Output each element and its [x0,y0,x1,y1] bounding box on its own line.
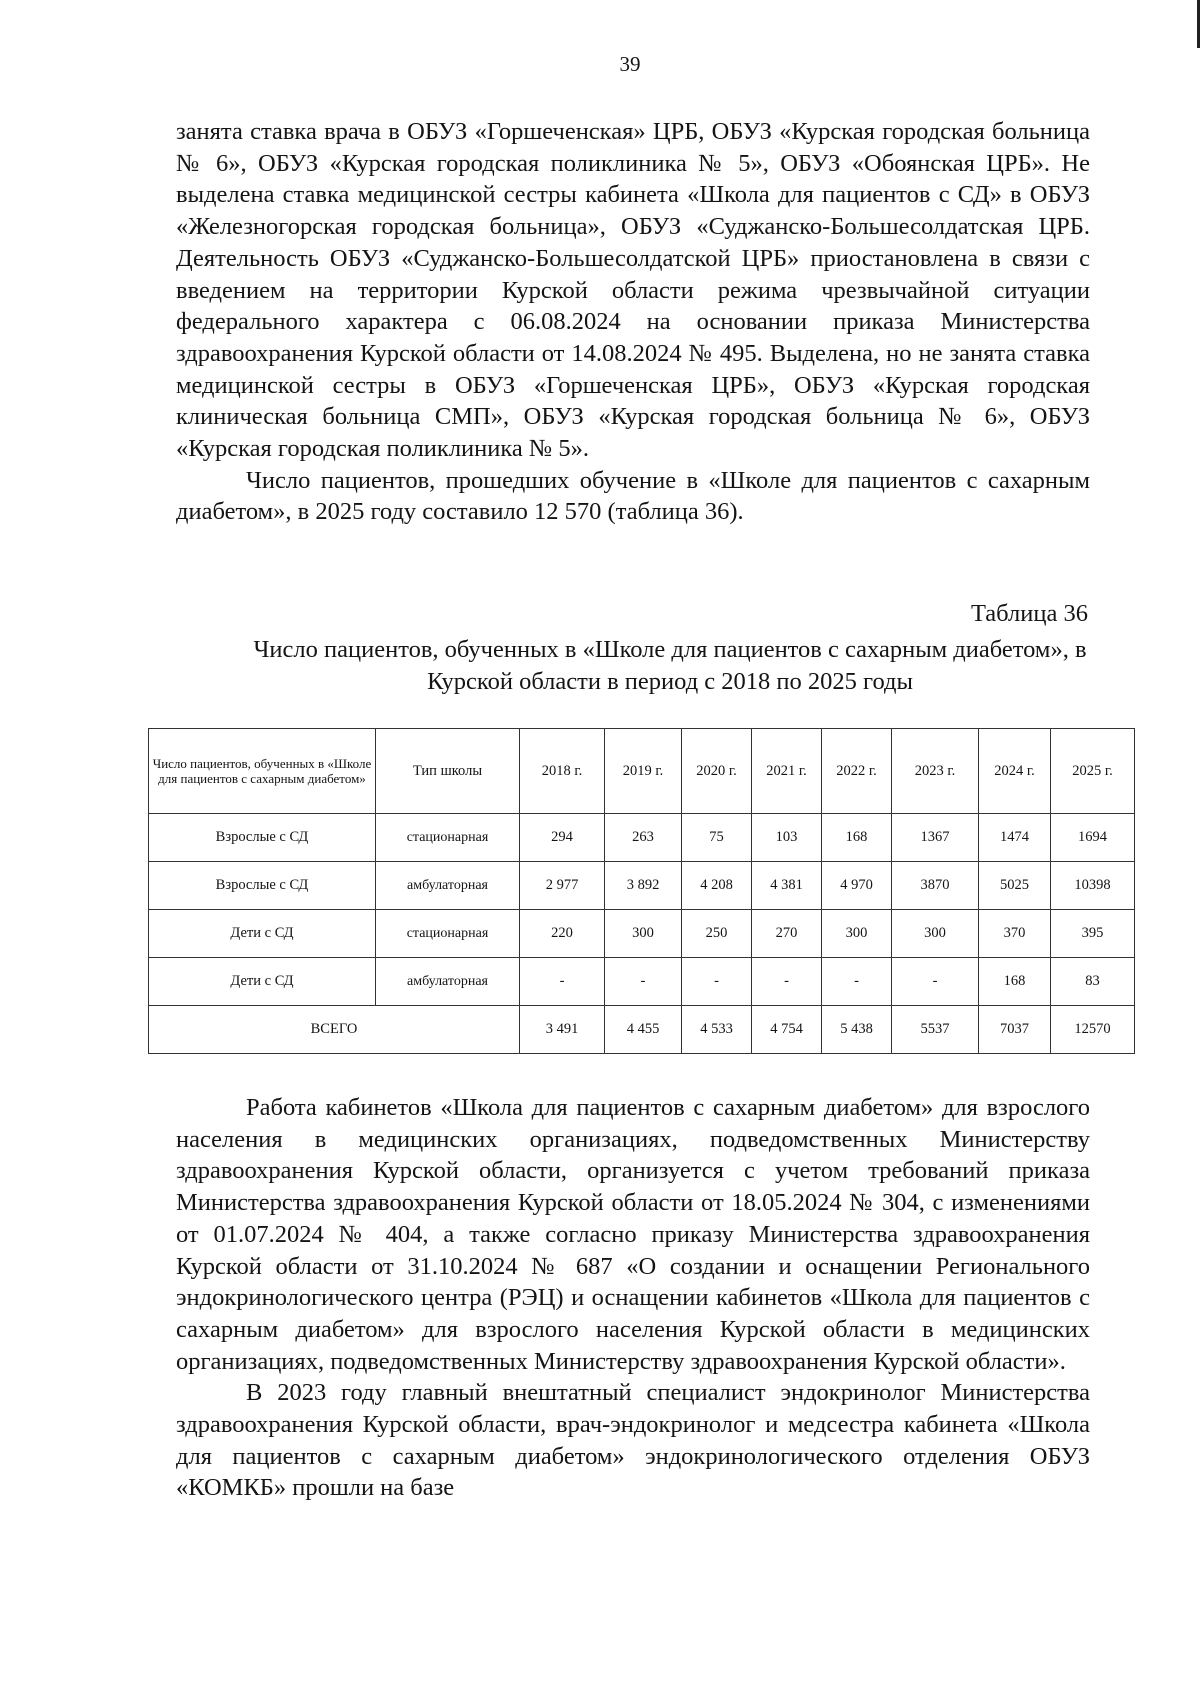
table-row [149,910,1135,958]
table-label: Таблица 36 [970,600,1088,627]
table-header-row [149,729,1135,814]
cell-value: 75 [682,814,752,862]
cell-value: 1474 [979,814,1051,862]
patients-table [148,728,1135,1054]
total-value: 5537 [892,1006,979,1054]
table-title: Число пациентов, обученных в «Школе для пациентов с сахарным диабетом», в Курской области в период с 2018 по 2025 годы [253,636,1087,695]
cell-value: 4 208 [682,862,752,910]
header-year: 2023 г. [892,729,979,814]
cell-value: 4 381 [752,862,822,910]
cell-value: 294 [520,814,605,862]
row-category: Дети с СД [149,958,376,1006]
cell-value: 250 [682,910,752,958]
cell-value: 5025 [979,862,1051,910]
total-value: 4 754 [752,1006,822,1054]
cell-value: 103 [752,814,822,862]
cell-value: 300 [822,910,892,958]
cell-value: 270 [752,910,822,958]
total-value: 12570 [1051,1006,1135,1054]
cell-value: 300 [892,910,979,958]
total-value: 4 533 [682,1006,752,1054]
cell-value: 2 977 [520,862,605,910]
row-category: Дети с СД [149,910,376,958]
header-year: 2024 г. [979,729,1051,814]
total-value: 3 491 [520,1006,605,1054]
header-year: 2025 г. [1051,729,1135,814]
header-category: Число пациентов, обученных в «Школе для пациентов с сахарным диабетом» [149,729,376,814]
total-value: 7037 [979,1006,1051,1054]
page-number: 39 [619,52,641,76]
cell-value: - [752,958,822,1006]
cell-value: 220 [520,910,605,958]
table-row [149,958,1135,1006]
table-row [149,814,1135,862]
cell-value: - [605,958,682,1006]
row-type: стационарная [376,814,520,862]
header-type: Тип школы [376,729,520,814]
total-label: ВСЕГО [149,1006,520,1054]
cell-value: 10398 [1051,862,1135,910]
table-row [149,862,1135,910]
cell-value: 83 [1051,958,1135,1006]
text-block-top [176,116,1090,528]
paragraph-training-2023: В 2023 году главный внештатный специалист эндокринолог Министерства здравоохранения Курской области, врач-эндокринолог и медсестра кабинета «Школа для пациентов с сахарным диабетом» эндокринологического отделения ОБУЗ «КОМКБ» прошли на базе [176,1379,1090,1502]
cell-value: 300 [605,910,682,958]
total-value: 4 455 [605,1006,682,1054]
header-year: 2021 г. [752,729,822,814]
cell-value: - [520,958,605,1006]
header-year: 2022 г. [822,729,892,814]
row-category: Взрослые с СД [149,814,376,862]
row-category: Взрослые с СД [149,862,376,910]
cell-value: 1694 [1051,814,1135,862]
cell-value: 395 [1051,910,1135,958]
cell-value: 3 892 [605,862,682,910]
header-year: 2018 г. [520,729,605,814]
row-type: стационарная [376,910,520,958]
cell-value: 168 [822,814,892,862]
cell-value: 370 [979,910,1051,958]
header-year: 2019 г. [605,729,682,814]
text-block-bottom [176,1092,1090,1504]
cell-value: - [682,958,752,1006]
cell-value: - [822,958,892,1006]
total-value: 5 438 [822,1006,892,1054]
cell-value: 263 [605,814,682,862]
paragraph-school-organization: Работа кабинетов «Школа для пациентов с сахарным диабетом» для взрослого населения в медицинских организациях, подведомственных Министерству здравоохранения Курской области, организуется с учетом требований приказа Министерства здравоохранения Курской области от 18.05.2024 № 304, с изменениями от 01.07.2024 № 404, а также согласно приказу Министерства здравоохранения Курской области от 31.10.2024 № 687 «О создании и оснащении Регионального эндокринологического центра (РЭЦ) и оснащении кабинетов «Школа для пациентов с сахарным диабетом» для взрослого населения Курской области в медицинских организациях, подведомственных Министерству здравоохранения Курской области». [176,1094,1090,1375]
cell-value: 168 [979,958,1051,1006]
table-total-row [149,1006,1135,1054]
cell-value: 1367 [892,814,979,862]
cell-value: 3870 [892,862,979,910]
paragraph-staffing: занята ставка врача в ОБУЗ «Горшеченская» ЦРБ, ОБУЗ «Курская городская больница № 6», ОБУЗ «Курская городская поликлиника № 5», ОБУЗ «Обоянская ЦРБ». Не выделена ставка медицинской сестры кабинета «Школа для пациентов с СД» в ОБУЗ «Железногорская городская больница», ОБУЗ «Суджанско-Большесолдатская ЦРБ. Деятельность ОБУЗ «Суджанско-Большесолдатской ЦРБ» приостановлена в связи с введением на территории Курской области режима чрезвычайной ситуации федерального характера с 06.08.2024 на основании приказа Министерства здравоохранения Курской области от 14.08.2024 № 495. Выделена, но не занята ставка медицинской сестры в ОБУЗ «Горшеченская ЦРБ», ОБУЗ «Курская городская клиническая больница СМП», ОБУЗ «Курская городская больница № 6», ОБУЗ «Курская городская поликлиника № 5». [176,118,1090,463]
row-type: амбулаторная [376,862,520,910]
header-year: 2020 г. [682,729,752,814]
paragraph-patients-count: Число пациентов, прошедших обучение в «Школе для пациентов с сахарным диабетом», в 2025 году составило 12 570 (таблица 36). [176,466,1090,526]
cell-value: - [892,958,979,1006]
row-type: амбулаторная [376,958,520,1006]
cell-value: 4 970 [822,862,892,910]
